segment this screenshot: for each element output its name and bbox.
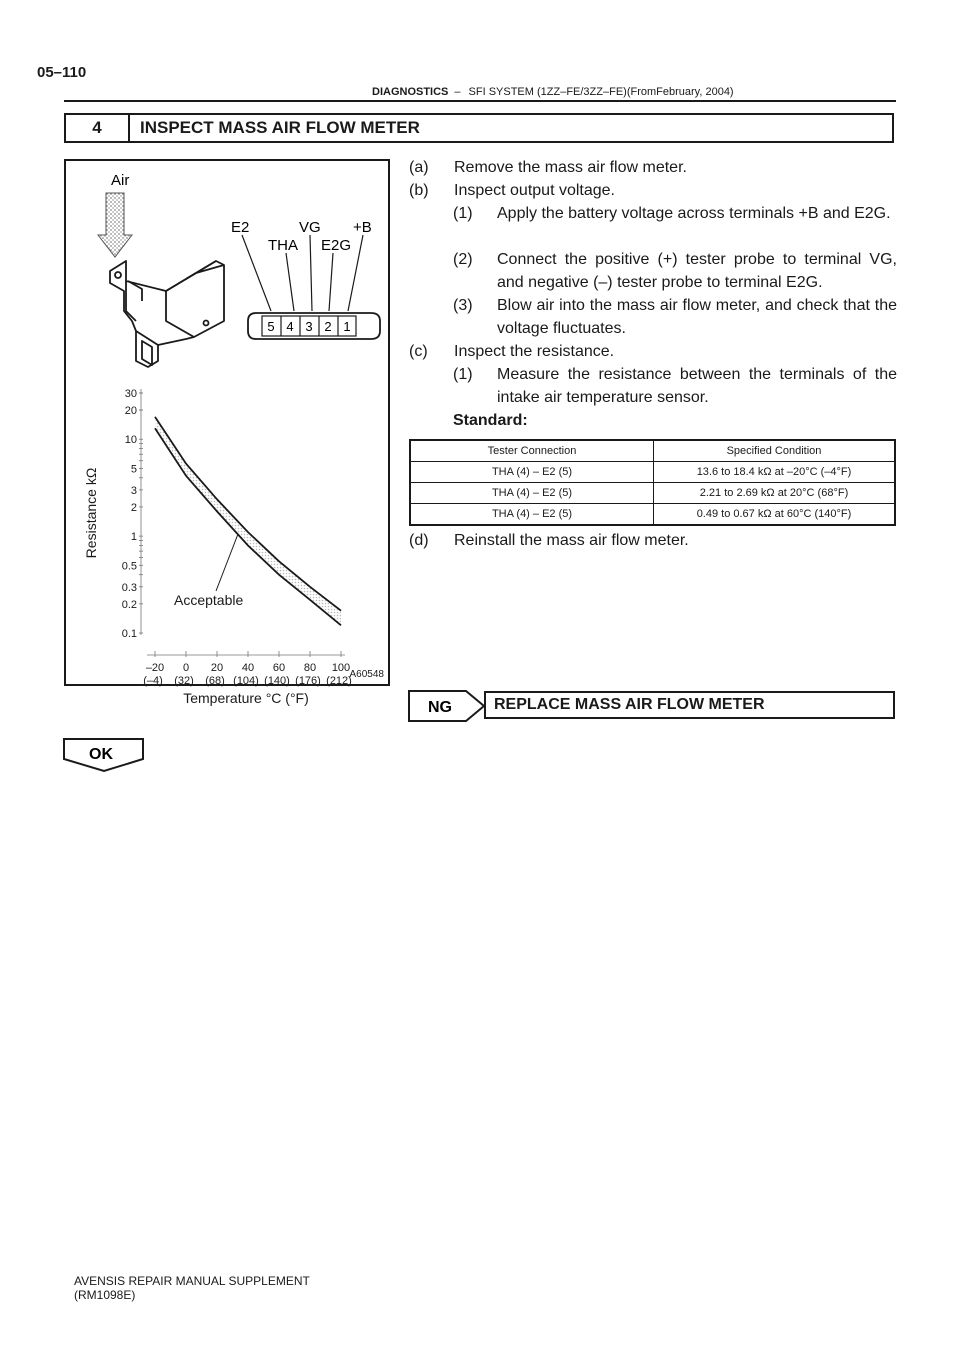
y-axis-title: Resistance kΩ — [83, 467, 99, 559]
spec-cell: THA (4) – E2 (5) — [410, 462, 654, 483]
y-tick-label: 20 — [124, 405, 137, 418]
table-row — [410, 462, 895, 483]
y-tick-label: 2 — [130, 501, 137, 514]
subsection-name: SFI SYSTEM (1ZZ–FE/3ZZ–FE)(FromFebruary, 2004) — [468, 86, 734, 98]
ng-tag-label: NG — [428, 699, 452, 716]
step-a-text: Remove the mass air flow meter. — [454, 159, 687, 176]
x-tick-label-fahrenheit: (104) — [233, 675, 259, 687]
label-vg: VG — [299, 219, 321, 236]
ok-tag — [63, 738, 145, 772]
spec-header-row — [410, 440, 895, 462]
y-tick-label: 0.3 — [121, 581, 137, 594]
spec-header-connection: Tester Connection — [410, 440, 654, 462]
spec-cell: THA (4) – E2 (5) — [410, 483, 654, 504]
figure-svg — [66, 161, 392, 706]
label-plus-b: +B — [353, 219, 372, 236]
ng-action: REPLACE MASS AIR FLOW METER — [484, 691, 895, 719]
x-tick-label-fahrenheit: (140) — [264, 675, 290, 687]
ok-tag-label: OK — [89, 746, 113, 763]
spec-header-condition: Specified Condition — [654, 440, 896, 462]
step-b3-text: Blow air into the mass air flow meter, and check that the voltage fluctuates. — [497, 297, 897, 337]
x-tick-label-celsius: 100 — [331, 662, 351, 674]
x-tick-label-fahrenheit: (176) — [295, 675, 321, 687]
table-row — [410, 483, 895, 504]
spec-cell: 13.6 to 18.4 kΩ at –20°C (–4°F) — [654, 462, 896, 483]
x-tick-label-fahrenheit: (32) — [174, 675, 194, 687]
label-e2: E2 — [231, 219, 250, 236]
step-banner — [64, 113, 894, 143]
footer-manual-title: AVENSIS REPAIR MANUAL SUPPLEMENT — [74, 1274, 310, 1288]
pin-2: 2 — [324, 319, 332, 334]
x-tick-label-fahrenheit: (68) — [205, 675, 225, 687]
pin-1: 1 — [343, 319, 351, 334]
x-tick-label-celsius: 20 — [210, 662, 224, 674]
y-tick-label: 0.1 — [121, 628, 137, 640]
step-d-text: Reinstall the mass air flow meter. — [454, 532, 689, 549]
ng-tag — [408, 690, 486, 722]
y-tick-label: 3 — [130, 484, 137, 497]
step-a-label: (a) — [409, 159, 429, 176]
figure-panel — [64, 159, 390, 706]
spec-cell: 0.49 to 0.67 kΩ at 60°C (140°F) — [654, 504, 896, 526]
spec-cell: 2.21 to 2.69 kΩ at 20°C (68°F) — [654, 483, 896, 504]
step-b-text: Inspect output voltage. — [454, 182, 615, 199]
x-axis-title: Temperature °C (°F) — [183, 690, 309, 706]
air-label: Air — [111, 172, 130, 189]
step-d-label: (d) — [409, 532, 429, 549]
airflow-arrow — [98, 193, 132, 257]
step-c1-text: Measure the resistance between the terminals of the intake air temperature sensor. — [497, 366, 897, 406]
y-tick-label: 1 — [130, 531, 137, 544]
x-tick-label-celsius: –20 — [145, 662, 165, 674]
label-tha: THA — [268, 237, 298, 254]
mass-air-flow-meter-drawing — [110, 261, 224, 367]
y-tick-label: 0.5 — [121, 560, 137, 573]
y-tick-label: 10 — [124, 434, 137, 447]
pin-3: 3 — [305, 319, 313, 334]
pin-5: 5 — [267, 319, 275, 334]
acceptable-label: Acceptable — [174, 592, 244, 608]
y-tick-label: 30 — [124, 388, 137, 400]
section-name: DIAGNOSTICS — [372, 86, 449, 98]
x-tick-label-celsius: 40 — [241, 662, 255, 674]
step-c-label: (c) — [409, 343, 428, 360]
upper-limit-line — [155, 417, 341, 611]
step-d — [409, 529, 897, 553]
page-number: 05–110 — [37, 64, 87, 81]
pin-4: 4 — [286, 319, 294, 334]
y-tick-label: 5 — [130, 463, 137, 476]
running-header — [372, 86, 734, 98]
spec-table — [409, 439, 896, 526]
step-c1-label: (1) — [453, 366, 473, 383]
step-b-label: (b) — [409, 182, 429, 199]
footer-manual-code: (RM1098E) — [74, 1288, 136, 1302]
table-row — [410, 504, 895, 526]
x-tick-label-celsius: 80 — [303, 662, 317, 674]
step-b3-label: (3) — [453, 297, 473, 314]
label-e2g: E2G — [321, 237, 352, 254]
x-tick-label-fahrenheit: (212) — [326, 675, 352, 687]
figure-code: A60548 — [349, 669, 384, 680]
x-tick-label-celsius: 0 — [182, 662, 190, 674]
step-b1-label: (1) — [453, 205, 473, 222]
spec-cell: THA (4) – E2 (5) — [410, 504, 654, 526]
step-c-text: Inspect the resistance. — [454, 343, 615, 360]
header-rule — [64, 100, 896, 102]
y-tick-label: 0.2 — [121, 598, 137, 611]
x-tick-label-celsius: 60 — [272, 662, 286, 674]
step-title: INSPECT MASS AIR FLOW METER — [140, 118, 420, 137]
standard-label: Standard: — [453, 412, 528, 429]
step-b1-text: Apply the battery voltage across terminals +B and E2G. — [497, 205, 891, 222]
x-tick-label-fahrenheit: (–4) — [143, 675, 163, 687]
step-number: 4 — [66, 115, 130, 141]
step-b2-text: Connect the positive (+) tester probe to terminal VG, and negative (–) tester probe to terminal E2G. — [497, 251, 897, 291]
acceptable-leader — [216, 534, 238, 591]
header-separator: – — [454, 86, 461, 98]
resistance-temperature-chart — [83, 388, 352, 706]
step-b2-label: (2) — [453, 251, 473, 268]
